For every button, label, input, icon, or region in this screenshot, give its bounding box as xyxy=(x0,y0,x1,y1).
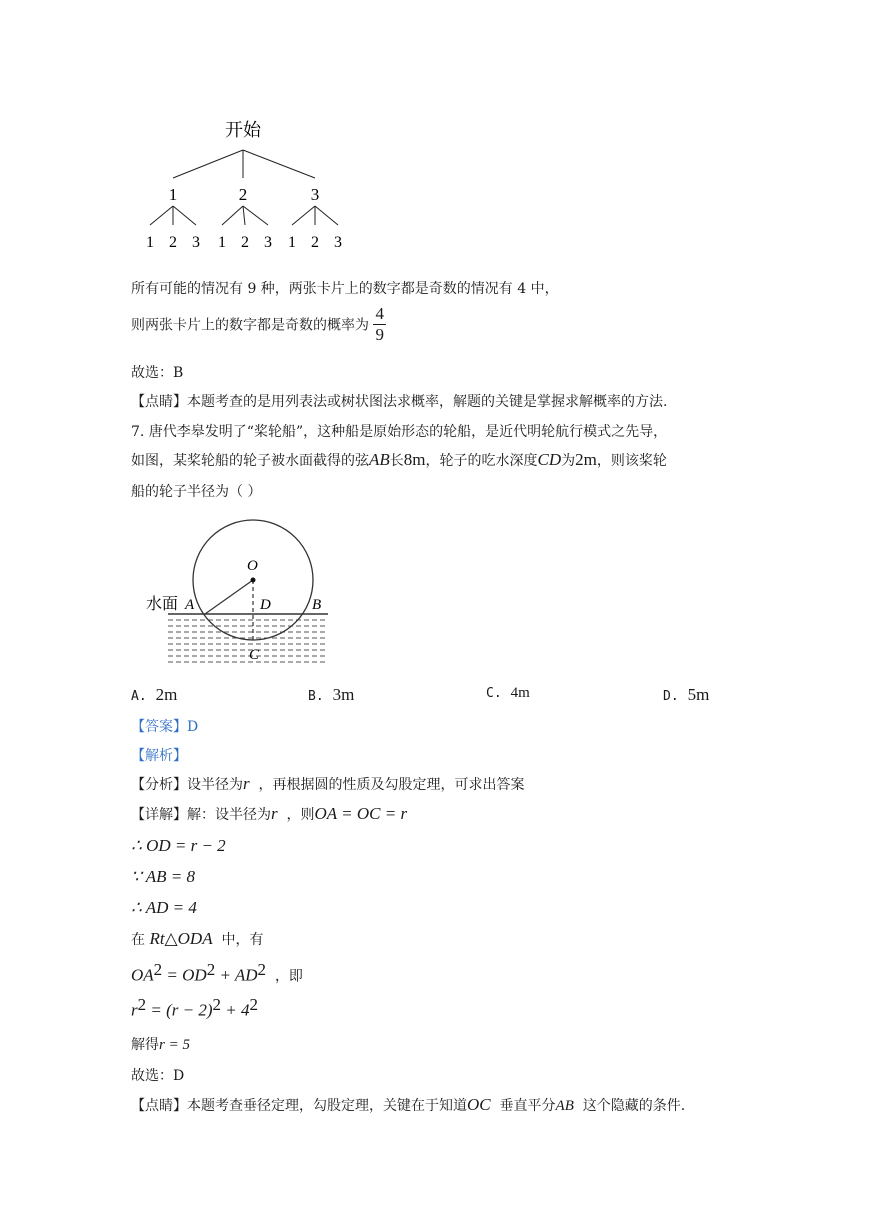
tree-node-l1: 1 xyxy=(168,185,178,204)
option-a xyxy=(131,685,177,705)
option-value: 2m xyxy=(155,685,178,704)
option-value: 3m xyxy=(332,685,355,704)
xiangjie-text: 【详解】解：设半径为 xyxy=(131,807,271,823)
tree-node-l2: 2 xyxy=(169,234,177,251)
tree-node-l2: 1 xyxy=(218,234,226,251)
tree-edge xyxy=(292,206,315,225)
q7-text: 如图，某桨轮船的轮子被水面截得的弦 xyxy=(131,453,369,469)
step-text: 在 xyxy=(131,932,145,948)
cases-text: 所有可能的情况有 9 种，两张卡片上的数字都是奇数的情况有 4 中， xyxy=(131,281,559,297)
step-equation xyxy=(131,995,258,1021)
answer-label: 【答案】D xyxy=(131,719,199,735)
tree-node-l2: 3 xyxy=(192,234,200,251)
label-a: A xyxy=(185,597,195,613)
probability-line xyxy=(131,304,386,345)
tree-node-l2: 3 xyxy=(334,234,342,251)
fenxi-line xyxy=(131,774,525,794)
tree-edge xyxy=(243,206,268,225)
eq-oa-oc: OA = OC = r xyxy=(314,804,408,823)
wheel-figure xyxy=(140,518,340,668)
option-letter: A. xyxy=(131,689,147,704)
depth-cd: CD xyxy=(537,450,562,469)
q7-text: 为 xyxy=(561,453,576,469)
analysis-label: 【解析】 xyxy=(131,748,187,764)
label-d: D xyxy=(260,597,271,613)
center-point xyxy=(251,578,256,583)
choose-d: 故选：D xyxy=(131,1068,185,1084)
step-triangle xyxy=(131,929,263,949)
option-c xyxy=(486,685,530,702)
comment-1: 【点睛】本题考查的是用列表法或树状图法求概率，解题的关键是掌握求解概率的方法. xyxy=(131,394,668,410)
step-pythagoras xyxy=(131,960,303,986)
probability-text: 则两张卡片上的数字都是奇数的概率为 xyxy=(131,317,369,334)
label-o: O xyxy=(247,558,258,574)
water-hatching xyxy=(168,620,328,662)
tree-root: 开始 xyxy=(225,120,261,140)
tree-edge xyxy=(222,206,243,225)
tree-node-l1: 3 xyxy=(310,185,320,204)
step-text: 中，有 xyxy=(221,932,264,948)
tree-edge xyxy=(173,150,243,178)
solution-r: r = 5 xyxy=(159,1037,190,1053)
xiangjie-text: ，则 xyxy=(286,807,315,823)
fenxi-text: ，再根据圆的性质及勾股定理，可求出答案 xyxy=(258,777,525,793)
var-r: r xyxy=(271,804,278,823)
option-d xyxy=(663,685,709,705)
option-letter: C. xyxy=(486,686,502,701)
option-letter: B. xyxy=(308,689,324,704)
option-value: 5m xyxy=(687,685,710,704)
radius-oa xyxy=(205,580,253,614)
tree-node-l2: 1 xyxy=(288,234,296,251)
tree-diagram xyxy=(130,112,370,257)
step-solution xyxy=(131,1034,190,1054)
option-b xyxy=(308,685,354,705)
comment-text: 垂直平分 xyxy=(499,1098,556,1114)
tree-node-l2: 2 xyxy=(311,234,319,251)
probability-fraction xyxy=(373,304,386,345)
question-7-line3: 船的轮子半径为（ ） xyxy=(131,484,262,500)
eq-part: + 4 xyxy=(221,1000,250,1020)
question-7-line1: 7. 唐代李皋发明了“桨轮船”，这种船是原始形态的轮船，是近代明轮航行模式之先导， xyxy=(131,424,668,440)
eq-part: OA xyxy=(131,965,154,985)
var-r: r xyxy=(243,774,250,793)
tree-edge xyxy=(173,206,196,225)
comment-text: 这个隐藏的条件. xyxy=(582,1098,686,1114)
segment-oc-label: OC xyxy=(467,1095,491,1114)
tree-edge xyxy=(315,206,338,225)
exponent: 2 xyxy=(153,960,163,979)
option-letter: D. xyxy=(663,689,679,704)
fraction-denominator: 9 xyxy=(375,325,384,344)
exponent: 2 xyxy=(257,960,267,979)
q7-text: 长 xyxy=(389,453,404,469)
tree-node-l2: 1 xyxy=(146,234,154,251)
tree-node-l1: 2 xyxy=(238,185,248,204)
step-text: 解得 xyxy=(131,1037,159,1053)
xiangjie-line xyxy=(131,804,407,824)
depth-2m: 2m xyxy=(575,450,597,469)
fraction-numerator: 4 xyxy=(375,304,384,323)
tree-edge xyxy=(243,150,315,178)
exponent: 2 xyxy=(137,995,147,1014)
label-water: 水面 xyxy=(146,594,179,613)
tree-edge xyxy=(243,206,245,225)
tree-edge xyxy=(150,206,173,225)
triangle-oda: Rt△ODA xyxy=(149,929,213,948)
choose-b: 故选：B xyxy=(131,365,184,381)
exponent: 2 xyxy=(249,995,258,1014)
eq-part: r xyxy=(131,1000,138,1020)
label-b: B xyxy=(312,597,322,613)
step-od: ∴ OD = r − 2 xyxy=(131,836,226,855)
label-c: C xyxy=(249,647,260,663)
exponent: 2 xyxy=(212,995,222,1014)
step-text: ，即 xyxy=(274,968,303,985)
chord-ab: AB xyxy=(369,450,390,469)
eq-part: = (r − 2) xyxy=(146,1000,213,1020)
step-ab: ∵ AB = 8 xyxy=(131,867,195,886)
fenxi-text: 【分析】设半径为 xyxy=(131,777,243,793)
length-8m: 8m xyxy=(403,450,426,469)
q7-text: ，轮子的吃水深度 xyxy=(425,453,538,469)
tree-node-l2: 3 xyxy=(264,234,272,251)
chord-ab-label: AB xyxy=(555,1098,574,1114)
option-value: 4m xyxy=(510,685,530,701)
step-ad: ∴ AD = 4 xyxy=(131,898,197,917)
q7-text: ，则该桨轮 xyxy=(596,453,667,469)
comment-2 xyxy=(131,1095,685,1115)
comment-text: 【点睛】本题考查垂径定理，勾股定理，关键在于知道 xyxy=(131,1098,467,1114)
exponent: 2 xyxy=(206,960,216,979)
question-7-line2 xyxy=(131,450,667,470)
eq-part: = OD xyxy=(162,965,207,985)
tree-node-l2: 2 xyxy=(241,234,249,251)
eq-part: + AD xyxy=(215,965,258,985)
